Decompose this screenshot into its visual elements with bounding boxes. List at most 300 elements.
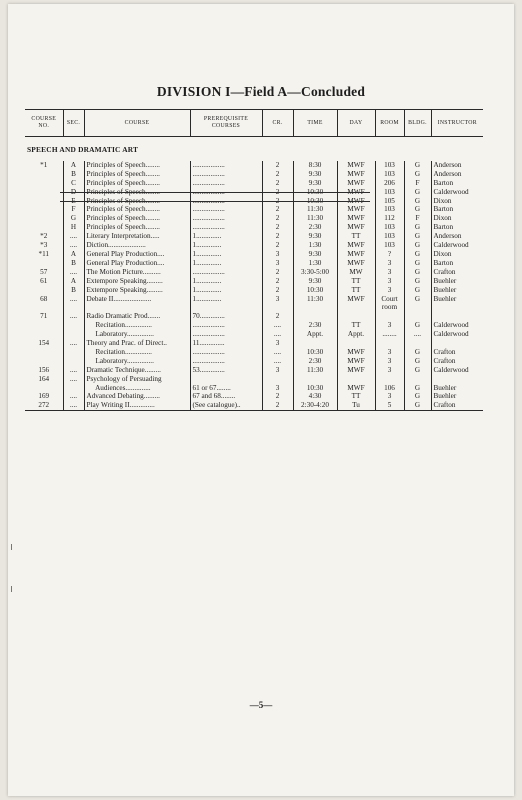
instructor-cell: Anderson <box>431 170 483 179</box>
course-title-cell: Principles of Speech........ <box>84 223 190 232</box>
time-cell: 11:30 <box>293 205 337 214</box>
instructor-cell: Buehler <box>431 295 483 304</box>
strikethrough-line <box>60 192 370 193</box>
credits-cell: 2 <box>262 179 293 188</box>
section-letter-cell: G <box>63 214 84 223</box>
day-cell: MWF <box>337 170 375 179</box>
course-number-cell: 164 <box>38 374 50 383</box>
table-row <box>25 366 483 375</box>
table-row <box>25 295 483 304</box>
day-cell: TT <box>337 392 375 401</box>
section-letter-cell: A <box>63 277 84 286</box>
table-row <box>25 286 483 295</box>
time-cell: 11:30 <box>293 366 337 375</box>
time-cell: 10:30 <box>293 348 337 357</box>
page-title: DIVISION I—Field A—Concluded <box>156 84 366 99</box>
course-number-cell: 57 <box>40 267 48 276</box>
table-row <box>25 375 483 384</box>
credits-cell: 3 <box>262 339 293 348</box>
table-row <box>25 384 483 393</box>
course-title-cell: Principles of Speech........ <box>84 214 190 223</box>
section-letter-cell: .... <box>63 268 84 277</box>
section-letter-cell: .... <box>63 401 84 410</box>
section-letter-cell: .... <box>63 392 84 401</box>
course-title-cell: Radio Dramatic Prod....... <box>84 312 190 321</box>
instructor-cell <box>431 303 483 312</box>
header-cr: CR. <box>262 110 293 137</box>
course-number-cell <box>25 188 63 197</box>
course-number-cell <box>25 330 63 339</box>
building-cell: G <box>404 259 431 268</box>
table-row <box>25 241 483 250</box>
prerequisite-cell: .................. <box>190 197 262 206</box>
time-cell: 11:30 <box>293 214 337 223</box>
instructor-cell: Buehler <box>431 384 483 393</box>
day-cell: MWF <box>337 214 375 223</box>
day-cell: MWF <box>337 197 375 206</box>
prerequisite-cell: .................. <box>190 223 262 232</box>
day-cell: MWF <box>337 241 375 250</box>
prerequisite-cell: .................. <box>190 214 262 223</box>
header-course: COURSE <box>84 110 190 137</box>
course-title-cell: Literary Interpretation..... <box>84 232 190 241</box>
prerequisite-cell: 1.............. <box>190 241 262 250</box>
prerequisite-cell: .................. <box>190 205 262 214</box>
day-cell <box>337 375 375 384</box>
course-number-cell: 154 <box>38 339 50 348</box>
time-cell <box>293 303 337 312</box>
course-number-cell: 272 <box>25 401 63 410</box>
table-row <box>25 197 483 206</box>
instructor-cell: Calderwood <box>431 188 483 197</box>
credits-cell: .... <box>262 357 293 366</box>
table-row <box>25 259 483 268</box>
day-cell: TT <box>337 321 375 330</box>
day-cell: MW <box>337 268 375 277</box>
section-row <box>25 137 483 161</box>
section-letter-cell: F <box>63 205 84 214</box>
instructor-cell: Crafton <box>431 268 483 277</box>
room-cell: 3 <box>375 357 404 366</box>
instructor-cell <box>431 312 483 321</box>
table-row <box>25 223 483 232</box>
table-row <box>25 179 483 188</box>
table-header-row <box>25 110 483 137</box>
instructor-cell: Buehler <box>431 392 483 401</box>
section-letter-cell: .... <box>63 241 84 250</box>
course-title-cell: Principles of Speech........ <box>84 161 190 170</box>
time-cell: 3:30-5:00 <box>293 268 337 277</box>
instructor-cell: Calderwood <box>431 330 483 339</box>
day-cell: MWF <box>337 357 375 366</box>
prerequisite-cell: (See catalogue).. <box>190 401 262 410</box>
course-number-cell: *3 <box>40 241 48 250</box>
table-row <box>25 401 483 410</box>
table-row <box>25 214 483 223</box>
building-cell: .... <box>404 330 431 339</box>
building-cell <box>404 375 431 384</box>
course-title-cell: Principles of Speech........ <box>84 170 190 179</box>
section-heading: SPEECH AND DRAMATIC ART <box>27 145 139 154</box>
course-title-cell: General Play Production.... <box>84 259 190 268</box>
building-cell: G <box>404 348 431 357</box>
credits-cell: 2 <box>262 241 293 250</box>
course-number-cell: *1 <box>40 160 48 169</box>
room-cell: 106 <box>375 384 404 393</box>
section-letter-cell: B <box>63 259 84 268</box>
credits-cell: .... <box>262 348 293 357</box>
table-row <box>25 161 483 170</box>
credits-cell: 2 <box>262 312 293 321</box>
prerequisite-cell <box>190 375 262 384</box>
credits-cell: 2 <box>262 188 293 197</box>
credits-cell: 2 <box>262 268 293 277</box>
building-cell: G <box>404 170 431 179</box>
table-row <box>25 170 483 179</box>
room-cell: 3 <box>375 277 404 286</box>
building-cell: G <box>404 205 431 214</box>
time-cell: 2:30-4:20 <box>293 401 337 410</box>
course-number-cell <box>25 384 63 393</box>
prerequisite-cell: 1.............. <box>190 259 262 268</box>
prerequisite-cell: .................. <box>190 161 262 170</box>
section-letter-cell: .... <box>63 295 84 304</box>
course-title-cell: Extempore Speaking......... <box>84 286 190 295</box>
course-number-cell <box>25 286 63 295</box>
instructor-cell: Crafton <box>431 357 483 366</box>
binding-mark <box>11 586 12 592</box>
table-row <box>25 339 483 348</box>
strikethrough-line <box>60 201 370 202</box>
day-cell: MWF <box>337 250 375 259</box>
building-cell: G <box>404 357 431 366</box>
header-course-no: COURSE NO. <box>25 110 63 137</box>
room-cell: 5 <box>375 401 404 410</box>
time-cell: 9:30 <box>293 277 337 286</box>
course-number-cell <box>25 321 63 330</box>
header-time: TIME <box>293 110 337 137</box>
day-cell: Appt. <box>337 330 375 339</box>
building-cell: G <box>404 366 431 375</box>
day-cell: MWF <box>337 188 375 197</box>
prerequisite-cell: 70.............. <box>190 312 262 321</box>
building-cell: G <box>404 232 431 241</box>
day-cell: Tu <box>337 401 375 410</box>
credits-cell: 3 <box>262 250 293 259</box>
room-cell: 3 <box>375 392 404 401</box>
course-title-cell <box>84 303 190 312</box>
course-title-cell: Principles of Speech........ <box>84 205 190 214</box>
credits-cell: .... <box>262 330 293 339</box>
day-cell: MWF <box>337 259 375 268</box>
room-cell: 112 <box>375 214 404 223</box>
building-cell: F <box>404 179 431 188</box>
room-cell: 3 <box>375 286 404 295</box>
instructor-cell: Barton <box>431 205 483 214</box>
room-cell: 3 <box>375 348 404 357</box>
room-cell: 103 <box>375 223 404 232</box>
section-letter-cell: C <box>63 179 84 188</box>
credits-cell <box>262 375 293 384</box>
prerequisite-cell: 1.............. <box>190 286 262 295</box>
prerequisite-cell: .................. <box>190 348 262 357</box>
credits-cell: 3 <box>262 259 293 268</box>
prerequisite-cell: .................. <box>190 321 262 330</box>
room-cell: ? <box>375 250 404 259</box>
day-cell: MWF <box>337 205 375 214</box>
course-title-cell: Advanced Debating......... <box>84 392 190 401</box>
building-cell: G <box>404 392 431 401</box>
course-title-cell: Theory and Prac. of Direct.. <box>84 339 190 348</box>
day-cell <box>337 303 375 312</box>
prerequisite-cell: .................. <box>190 179 262 188</box>
prerequisite-cell: 11.............. <box>190 339 262 348</box>
day-cell: MWF <box>337 179 375 188</box>
course-title-cell: Diction..................... <box>84 241 190 250</box>
room-cell: 206 <box>375 179 404 188</box>
section-letter-cell <box>63 357 84 366</box>
time-cell <box>293 339 337 348</box>
section-letter-cell: H <box>63 223 84 232</box>
course-number-cell <box>25 348 63 357</box>
day-cell: TT <box>337 232 375 241</box>
course-number-cell <box>25 205 63 214</box>
credits-cell: 2 <box>262 170 293 179</box>
room-cell: 103 <box>375 232 404 241</box>
course-title-cell: General Play Production.... <box>84 250 190 259</box>
section-letter-cell: D <box>63 188 84 197</box>
section-letter-cell: B <box>63 170 84 179</box>
day-cell: TT <box>337 286 375 295</box>
credits-cell: 2 <box>262 232 293 241</box>
building-cell: G <box>404 188 431 197</box>
course-title-cell: Recitation............... <box>84 321 190 330</box>
instructor-cell: Anderson <box>431 232 483 241</box>
course-number-cell: *11 <box>38 249 49 258</box>
time-cell: 9:30 <box>293 170 337 179</box>
room-cell: 103 <box>375 241 404 250</box>
building-cell: G <box>404 401 431 410</box>
prerequisite-cell: 1.............. <box>190 232 262 241</box>
instructor-cell: Barton <box>431 179 483 188</box>
header-day: DAY <box>337 110 375 137</box>
credits-cell: 2 <box>262 161 293 170</box>
credits-cell: 2 <box>262 223 293 232</box>
credits-cell: 3 <box>262 384 293 393</box>
room-cell: 103 <box>375 170 404 179</box>
section-letter-cell <box>63 330 84 339</box>
section-letter-cell: A <box>63 161 84 170</box>
page-number: —5— <box>249 700 273 710</box>
prerequisite-cell: 67 and 68........ <box>190 392 262 401</box>
course-number-cell <box>25 197 63 206</box>
table-row <box>25 205 483 214</box>
instructor-cell: Calderwood <box>431 321 483 330</box>
time-cell: 4:30 <box>293 392 337 401</box>
prerequisite-cell: 53.............. <box>190 366 262 375</box>
header-sec: SEC. <box>63 110 84 137</box>
room-cell <box>375 339 404 348</box>
course-title-cell: Principles of Speech........ <box>84 188 190 197</box>
section-letter-cell: .... <box>63 375 84 384</box>
room-cell <box>375 375 404 384</box>
section-letter-cell: .... <box>63 339 84 348</box>
prerequisite-cell <box>190 303 262 312</box>
course-title-cell: Dramatic Technique......... <box>84 366 190 375</box>
course-title-cell: Laboratory............... <box>84 357 190 366</box>
time-cell: 10:30 <box>293 286 337 295</box>
building-cell: G <box>404 197 431 206</box>
day-cell <box>337 312 375 321</box>
course-number-cell <box>25 357 63 366</box>
header-prerequisite: PREREQUISITE COURSES <box>190 110 262 137</box>
course-number-cell <box>25 214 63 223</box>
credits-cell: 2 <box>262 197 293 206</box>
prerequisite-cell: .................. <box>190 170 262 179</box>
time-cell: 2:30 <box>293 223 337 232</box>
section-letter-cell: E <box>63 197 84 206</box>
instructor-cell: Dixon <box>431 250 483 259</box>
instructor-cell: Crafton <box>431 348 483 357</box>
header-bldg: BLDG. <box>404 110 431 137</box>
prerequisite-cell: 1.............. <box>190 250 262 259</box>
day-cell: MWF <box>337 384 375 393</box>
time-cell: 9:30 <box>293 232 337 241</box>
section-letter-cell: .... <box>63 312 84 321</box>
prerequisite-cell: .................. <box>190 330 262 339</box>
prerequisite-cell: 61 or 67........ <box>190 384 262 393</box>
table-row <box>25 250 483 259</box>
prerequisite-cell: 1.............. <box>190 277 262 286</box>
table-row <box>25 321 483 330</box>
building-cell: G <box>404 223 431 232</box>
course-title-cell: Psychology of Persuading <box>84 375 190 384</box>
room-cell <box>375 312 404 321</box>
room-cell: ........ <box>375 330 404 339</box>
instructor-cell: Calderwood <box>431 366 483 375</box>
course-title-cell: Debate II..................... <box>84 295 190 304</box>
table-row <box>25 330 483 339</box>
table-row <box>25 312 483 321</box>
prerequisite-cell: .................. <box>190 357 262 366</box>
course-title-cell: Principles of Speech........ <box>84 179 190 188</box>
building-cell: G <box>404 241 431 250</box>
instructor-cell: Calderwood <box>431 241 483 250</box>
instructor-cell: Anderson <box>431 161 483 170</box>
time-cell: 9:30 <box>293 179 337 188</box>
prerequisite-cell: 1.............. <box>190 295 262 304</box>
table-row <box>25 357 483 366</box>
instructor-cell: Buehler <box>431 286 483 295</box>
time-cell: 11:30 <box>293 295 337 304</box>
instructor-cell <box>431 375 483 384</box>
room-cell: 3 <box>375 366 404 375</box>
time-cell <box>293 375 337 384</box>
course-title-cell: Principles of Speech........ <box>84 197 190 206</box>
section-letter-cell <box>63 303 84 312</box>
credits-cell: 2 <box>262 392 293 401</box>
header-room: ROOM <box>375 110 404 137</box>
table-row <box>25 188 483 197</box>
section-letter-cell: B <box>63 286 84 295</box>
credits-cell: 2 <box>262 401 293 410</box>
section-letter-cell <box>63 384 84 393</box>
section-letter-cell: .... <box>63 232 84 241</box>
credits-cell <box>262 303 293 312</box>
instructor-cell: Barton <box>431 223 483 232</box>
day-cell <box>337 339 375 348</box>
day-cell: MWF <box>337 295 375 304</box>
binding-mark <box>11 544 12 550</box>
course-number-cell <box>25 170 63 179</box>
credits-cell: 2 <box>262 286 293 295</box>
course-title-cell: Audiences.............. <box>84 384 190 393</box>
time-cell: 10:30 <box>293 188 337 197</box>
credits-cell: 2 <box>262 277 293 286</box>
table-row <box>25 232 483 241</box>
building-cell: G <box>404 286 431 295</box>
credits-cell: 2 <box>262 214 293 223</box>
time-cell: 10:30 <box>293 384 337 393</box>
section-letter-cell <box>63 348 84 357</box>
course-number-cell: 169 <box>38 392 50 401</box>
time-cell: 9:30 <box>293 250 337 259</box>
room-cell: Court <box>375 295 404 304</box>
course-title-cell: Extempore Speaking......... <box>84 277 190 286</box>
building-cell: G <box>404 250 431 259</box>
credits-cell: 3 <box>262 295 293 304</box>
course-number-cell: 156 <box>38 365 50 374</box>
building-cell <box>404 339 431 348</box>
building-cell <box>404 312 431 321</box>
instructor-cell: Dixon <box>431 197 483 206</box>
course-number-cell <box>25 259 63 268</box>
instructor-cell: Buehler <box>431 277 483 286</box>
room-cell: 3 <box>375 321 404 330</box>
room-cell: 3 <box>375 259 404 268</box>
course-number-cell <box>25 179 63 188</box>
room-cell: 103 <box>375 205 404 214</box>
room-cell: 105 <box>375 197 404 206</box>
table-row <box>25 303 483 312</box>
instructor-cell: Dixon <box>431 214 483 223</box>
section-letter-cell: A <box>63 250 84 259</box>
header-instructor: INSTRUCTOR <box>431 110 483 137</box>
time-cell: 2:30 <box>293 321 337 330</box>
building-cell: G <box>404 161 431 170</box>
table-row <box>25 392 483 401</box>
room-cell: room <box>375 303 404 312</box>
room-cell: 103 <box>375 188 404 197</box>
time-cell: 1:30 <box>293 259 337 268</box>
building-cell: G <box>404 268 431 277</box>
day-cell: MWF <box>337 366 375 375</box>
day-cell: MWF <box>337 348 375 357</box>
table-row <box>25 277 483 286</box>
building-cell <box>404 303 431 312</box>
time-cell: Appt. <box>293 330 337 339</box>
course-title-cell: Recitation............... <box>84 348 190 357</box>
room-cell: 3 <box>375 268 404 277</box>
table-row <box>25 348 483 357</box>
document-page <box>8 4 514 796</box>
course-title-cell: Laboratory............... <box>84 330 190 339</box>
day-cell: MWF <box>337 161 375 170</box>
day-cell: TT <box>337 277 375 286</box>
time-cell: 10:30 <box>293 197 337 206</box>
building-cell: G <box>404 277 431 286</box>
credits-cell: .... <box>262 321 293 330</box>
